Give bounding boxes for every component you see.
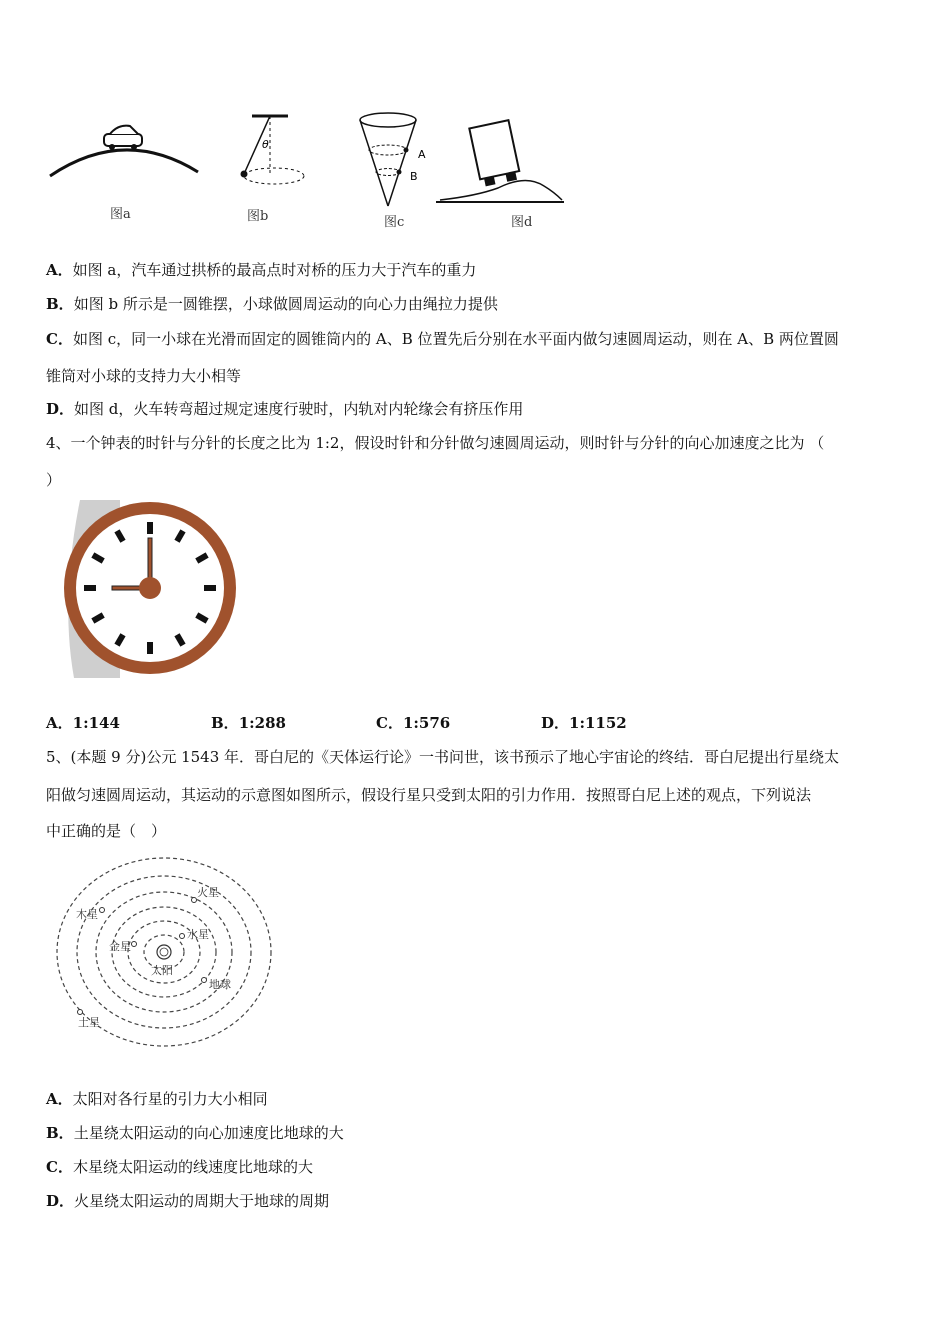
- q5-stem-line2: 阳做匀速圆周运动，其运动的示意图如图所示，假设行星只受到太阳的引力作用．按照哥白尼上述的观点，下列说法: [46, 786, 812, 804]
- q4-option-c: [376, 712, 450, 733]
- pendulum-ball: [241, 171, 248, 178]
- label-jupiter: 木星: [76, 908, 98, 921]
- q4-stem-continued: ）: [46, 471, 62, 489]
- label-sun: 太阳: [151, 964, 173, 977]
- q3-option-c-continued: 锥筒对小球的支持力大小相等: [46, 367, 242, 385]
- circular-path: [244, 168, 304, 184]
- option-label: A．: [46, 714, 73, 732]
- cone-rim: [360, 113, 416, 127]
- option-text: 火星绕太阳运动的周期大于地球的周期: [74, 1192, 330, 1210]
- q3-option-d: [46, 399, 523, 419]
- option-text: 1:288: [238, 714, 286, 732]
- option-text: 如图 d，火车转弯超过规定速度行驶时，内轨对内轮缘会有挤压作用: [74, 400, 524, 418]
- orbit-a: [369, 145, 407, 155]
- bridge-arch: [50, 150, 198, 176]
- ball-b: [397, 170, 402, 175]
- ball-a: [404, 148, 409, 153]
- q4-stem: 4、一个钟表的时针与分针的长度之比为 1:2，假设时针和分针做匀速圆周运动，则时针与分针的向心加速度之比为 （: [46, 434, 825, 452]
- conical-pendulum-svg: [232, 110, 312, 200]
- figure-b-caption: 图b: [247, 209, 269, 224]
- q5-option-d: [46, 1191, 329, 1211]
- option-label: A．: [46, 261, 73, 279]
- q5-option-b: [46, 1123, 344, 1143]
- q5-option-c: [46, 1157, 313, 1177]
- option-text: 木星绕太阳运动的线速度比地球的大: [72, 1158, 313, 1176]
- label-venus: 金星: [109, 940, 131, 953]
- label-mercury: 水星: [187, 928, 209, 941]
- saturn-dot: [78, 1010, 83, 1015]
- label-earth: 地球: [209, 978, 231, 991]
- option-label: B．: [46, 295, 74, 313]
- q5-option-a: [46, 1089, 268, 1109]
- cone-side-left: [360, 120, 388, 206]
- figure-c-caption: 图c: [384, 215, 405, 230]
- jupiter-dot: [100, 908, 105, 913]
- option-text: 1:1152: [569, 714, 627, 732]
- q5-stem-line3: 中正确的是（ ）: [46, 822, 167, 840]
- orbit-b: [376, 169, 400, 176]
- q4-option-a: [46, 712, 120, 733]
- track-embankment: [440, 180, 562, 200]
- figure-b-conical-pendulum: [232, 110, 312, 200]
- figure-d-train-curve: [436, 118, 566, 210]
- option-label: D．: [46, 400, 75, 418]
- option-text: 土星绕太阳运动的向心加速度比地球的大: [73, 1124, 344, 1142]
- cone-svg: [354, 110, 444, 210]
- mercury-dot: [180, 934, 185, 939]
- sun-icon: [157, 945, 171, 959]
- q4-option-d: [541, 712, 627, 733]
- clock-svg: [60, 500, 242, 678]
- option-label: C．: [376, 714, 403, 732]
- cone-label-a: A: [418, 148, 426, 161]
- venus-dot: [132, 942, 137, 947]
- train-car: [469, 120, 521, 187]
- option-label: A．: [46, 1090, 73, 1108]
- option-label: C．: [46, 1158, 73, 1176]
- earth-dot: [202, 978, 207, 983]
- figure-d-caption: 图d: [511, 215, 533, 230]
- q5-stem-line1: 5、(本题 9 分)公元 1543 年．哥白尼的《天体运行论》一书问世，该书预示了地心宇宙论的终结．哥白尼提出行星绕太: [46, 748, 840, 766]
- mars-dot: [192, 898, 197, 903]
- option-text: 如图 b 所示是一圆锥摆，小球做圆周运动的向心力由绳拉力提供: [73, 295, 498, 313]
- solar-system-diagram: [54, 856, 280, 1054]
- option-label: C．: [46, 330, 73, 348]
- option-text: 太阳对各行星的引力大小相同: [72, 1090, 268, 1108]
- q4-option-b: [211, 712, 286, 733]
- clock-center-hub: [139, 577, 161, 599]
- option-text: 如图 a，汽车通过拱桥的最高点时对桥的压力大于汽车的重力: [72, 261, 477, 279]
- label-saturn: 土星: [78, 1016, 100, 1029]
- q3-option-b: [46, 294, 498, 314]
- option-label: D．: [46, 1192, 75, 1210]
- cone-label-b: B: [410, 170, 418, 183]
- option-text: 1:144: [72, 714, 120, 732]
- q4-options: [46, 712, 746, 734]
- label-mars: 火星: [197, 886, 219, 899]
- train-curve-svg: [436, 118, 566, 210]
- option-label: B．: [46, 1124, 74, 1142]
- figure-c-cone: [354, 110, 444, 210]
- option-label: D．: [541, 714, 570, 732]
- solar-system-svg: [54, 856, 280, 1054]
- option-label: B．: [211, 714, 239, 732]
- q3-option-a: [46, 260, 476, 280]
- figure-a-caption: 图a: [110, 207, 131, 222]
- option-text: 如图 c，同一小球在光滑而固定的圆锥筒内的 A、B 位置先后分别在水平面内做匀速圆周运动，则在 A、B 两位置圆: [72, 330, 839, 348]
- car-icon: [104, 126, 142, 150]
- q3-option-c: [46, 329, 839, 349]
- cone-side-right: [388, 120, 416, 206]
- theta-label: θ: [262, 138, 269, 151]
- clock-figure: [60, 500, 242, 678]
- option-text: 1:576: [402, 714, 451, 732]
